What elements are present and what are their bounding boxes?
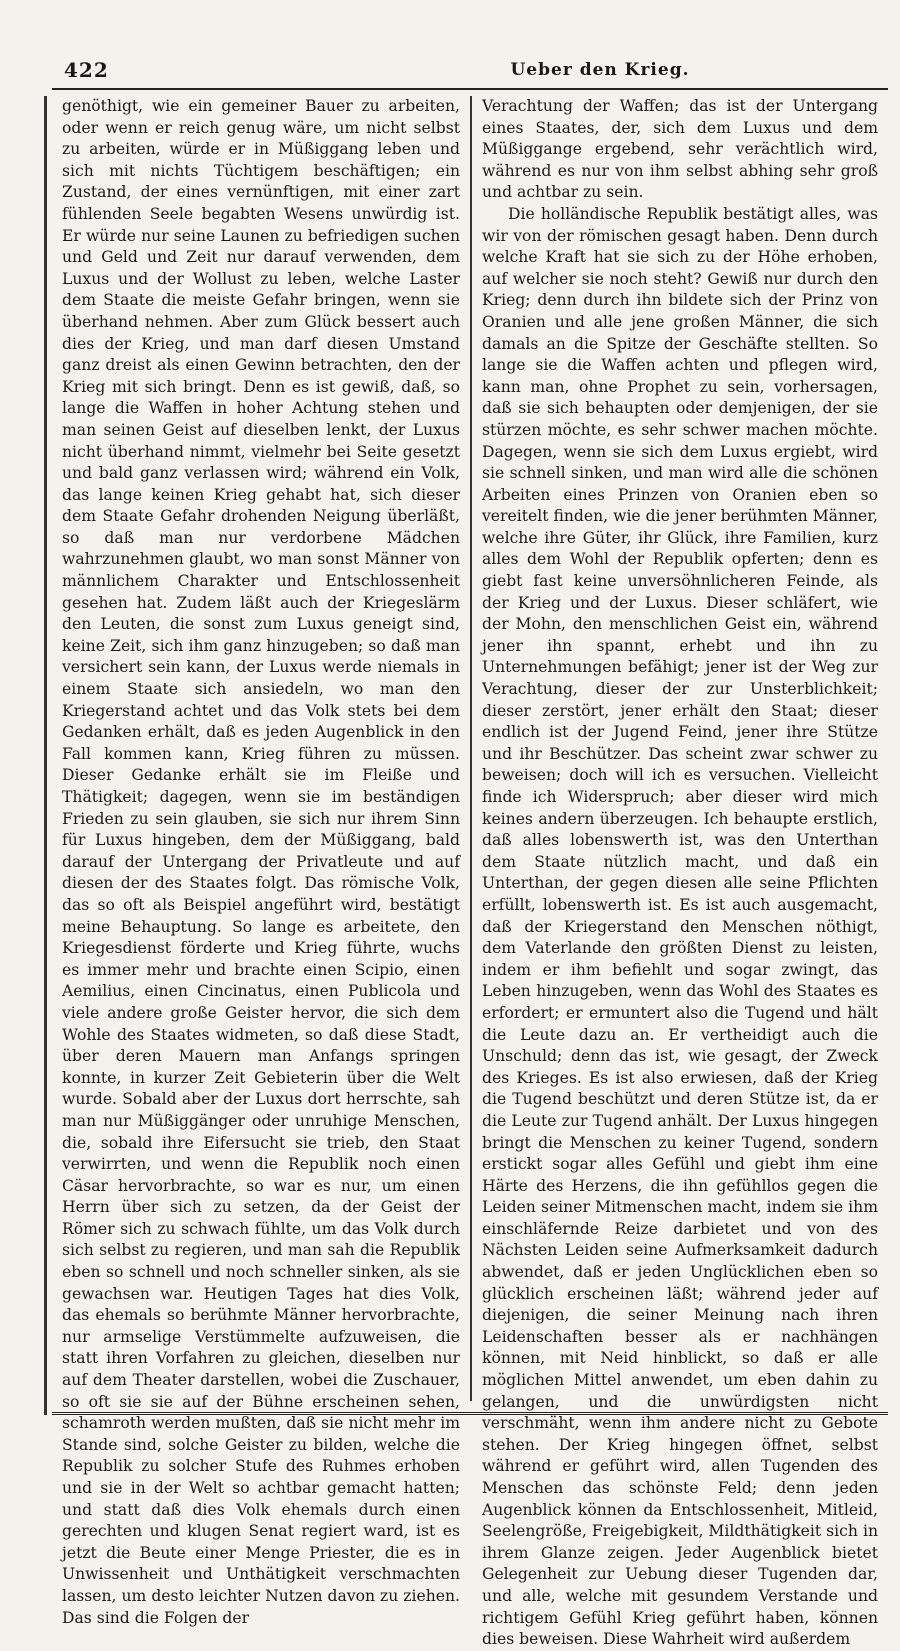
running-title: Ueber den Krieg. [510, 60, 690, 80]
page-number: 422 [64, 58, 109, 82]
footer-rule [52, 1412, 888, 1415]
left-paragraph-1: genöthigt, wie ein gemeiner Bauer zu arbeiten, oder wenn er reich genug wäre, um nicht selbst zu arbeiten, würde er in Müßiggang leben und sich mit nichts Tüchtigem beschäftigen; ein Zustand, der eines vernünftigen, mit einer zart fühlenden Seele begabten Wesens unwürdig ist. Er würde nur seine Launen zu befriedigen suchen und Geld und Zeit nur darauf verwenden, dem Luxus und der Wollust zu leben, welche Laster dem Staate die meiste Gefahr bringen, wenn sie überhand nehmen. Aber zum Glück bessert auch dies der Krieg, und man darf diesen Umstand ganz dreist als einen Gewinn betrachten, den der Krieg mit sich bringt. Denn es ist gewiß, daß, so lange die Waffen in hoher Achtung stehen und man seinen Geist auf dieselben lenkt, der Luxus nicht überhand nimmt, vielmehr bei Seite gesetzt und bald ganz verlassen wird; während ein Volk, das lange keinen Krieg gehabt hat, sich dieser dem Staate Gefahr drohenden Neigung überläßt, so daß man nur verdorbene Mädchen wahrzunehmen glaubt, wo man sonst Männer von männlichem Charakter und Entschlossenheit gesehen hat. Zudem läßt auch der Kriegeslärm den Leuten, die sonst zum Luxus geneigt sind, keine Zeit, sich ihm ganz hinzugeben; so daß man versichert sein kann, der Luxus werde niemals in einem Staate sich ansiedeln, wo man den Kriegerstand achtet und das Volk stets bei dem Gedanken erhält, daß es jeden Augenblick in den Fall kommen kann, Krieg führen zu müssen. Dieser Gedanke erhält sie im Fleiße und Thätigkeit; dagegen, wenn sie im beständigen Frieden zu sein glauben, sie sich nur ihrem Sinn für Luxus hingeben, dem der Müßiggang, bald darauf der Untergang der Privatleute und auf diesen der des Staates folgt. Das römische Volk, das so oft als Beispiel angeführt wird, bestätigt meine Behauptung. So lange es arbeitete, den Kriegesdienst förderte und Krieg führte, wuchs es immer mehr und brachte einen Scipio, einen Aemilius, einen Cincinatus, einen Publicola und viele andere große Geister hervor, die sich dem Wohle des Staates widmeten, so daß diese Stadt, über deren Mauern man Anfangs springen konnte, in kurzer Zeit Gebieterin über die Welt wurde. Sobald aber der Luxus dort herrschte, sah man nur Müßiggänger oder unruhige Menschen, die, sobald ihre Eifersucht sie trieb, den Staat verwirrten, und wenn die Republik noch einen Cäsar hervorbrachte, so war es nur, um einen Herrn über sich zu setzen, da der Geist der Römer sich zu schwach fühlte, um das Volk durch sich selbst zu regieren, und man sah die Republik eben so schnell und noch schneller sinken, als sie gewachsen war. Heutigen Tages hat dies Volk, das ehemals so berühmte Männer hervorbrachte, nur armselige Verstümmelte aufzuweisen, die statt ihren Vorfahren zu gleichen, dieselben nur auf dem Theater darstellen, wobei die Zuschauer, so oft sie sie auf der Bühne erscheinen sehen, schamroth werden mußten, daß sie nicht mehr im Stande sind, solche Geister zu bilden, welche die Republik zu solcher Stufe des Ruhmes erhoben und sie in der Welt so achtbar gemacht hatten; und statt daß dies Volk ehemals durch einen gerechten und klugen Senat regiert ward, ist es jetzt die Beute einer Menge Priester, die es in Unwissenheit und Unthätigkeit verschmachten lassen, um desto leichter Nutzen davon zu ziehen. Das sind die Folgen der [62, 97, 460, 1627]
right-column [470, 96, 888, 1649]
text-columns [52, 96, 888, 1649]
left-column [52, 96, 470, 1627]
right-paragraph-1: Verachtung der Waffen; das ist der Untergang eines Staates, der, sich dem Luxus und dem Müßiggange ergebend, sehr verächtlich wird, während es nur von ihm selbst abhing sehr groß und achtbar zu sein. [482, 97, 878, 202]
right-paragraph-2: Die holländische Republik bestätigt alles, was wir von der römischen gesagt haben. Denn durch welche Kraft hat sie sich zu der Höhe erhoben, auf welcher sie noch steht? Gewiß nur durch den Krieg; denn durch ihn bildete sich der Prinz von Oranien und alle jene großen Männer, die sich damals an die Spitze der Geschäfte stellten. So lange sie die Waffen achten und pflegen wird, kann man, ohne Prophet zu sein, vorhersagen, daß sie sich behaupten oder demjenigen, der sie stürzen möchte, es sehr schwer machen möchte. Dagegen, wenn sie sich dem Luxus ergiebt, wird sie schnell sinken, und man wird alle die schönen Arbeiten eines Prinzen von Oranien eben so vereitelt finden, wie die jener berühmten Männer, welche ihre Güter, ihr Glück, ihre Familien, kurz alles dem Wohl der Republik opferten; denn es giebt fast keine unversöhnlicheren Feinde, als der Krieg und der Luxus. Dieser schläfert, wie der Mohn, den menschlichen Geist ein, während jener ihn spannt, erhebt und ihn zu Unternehmungen befähigt; jener ist der Weg zur Verachtung, dieser der zur Unsterblichkeit; dieser zerstört, jener erhält den Staat; dieser endlich ist der Jugend Feind, jener ihre Stütze und ihr Beschützer. Das scheint zwar schwer zu beweisen; doch will ich es versuchen. Vielleicht finde ich Widerspruch; aber dieser wird mich keines andern überzeugen. Ich behaupte erstlich, daß alles lobenswerth ist, was den Unterthan dem Staate nützlich macht, und daß ein Unterthan, der gegen diesen alle seine Pflichten erfüllt, lobenswerth ist. Es ist auch ausgemacht, daß der Kriegerstand den Menschen nöthigt, dem Vaterlande den größten Dienst zu leisten, indem er ihm befiehlt und sogar zwingt, das Leben hinzugeben, wenn das Wohl des Staates es erfordert; er ermuntert also die Tugend und hält die Leute dazu an. Er vertheidigt auch die Unschuld; denn das ist, wie gesagt, der Zweck des Krieges. Es ist also erwiesen, daß der Krieg die Tugend beschützt und deren Stütze ist, da er die Leute zur Tugend anhält. Der Luxus hingegen bringt die Menschen zu keiner Tugend, sondern erstickt sogar alles Gefühl und giebt ihm eine Härte des Herzens, die ihn gefühllos gegen die Leiden seiner Mitmenschen macht, indem sie ihm einschläfernde Reize darbietet und von des Nächsten Leiden seine Aufmerksamkeit dadurch abwendet, daß er jeden Unglücklichen eben so glücklich erscheinen läßt; während jeder auf diejenigen, die seiner Meinung nach ihren Leidenschaften besser als er nachhängen können, mit Neid hinblickt, so daß er alle möglichen Mittel anwendet, um eben dahin zu gelangen, und die unwürdigsten nicht verschmäht, wenn ihm andere nicht zu Gebote stehen. Der Krieg hingegen öffnet, selbst während er geführt wird, allen Tugenden des Menschen das schönste Feld; denn jeden Augenblick können da Entschlossenheit, Mitleid, Seelengröße, Freigebigkeit, Mildthätigkeit sich in ihrem Glanze zeigen. Jeder Augenblick bietet Gelegenheit zur Uebung dieser Tugenden dar, und alle, welche mit gesundem Verstande und richtigem Gefühl Krieg geführt haben, können dies beweisen. Diese Wahrheit wird außerdem [482, 204, 878, 1649]
book-page [44, 40, 888, 1649]
page-header [52, 52, 888, 90]
page-edge-rule [44, 96, 47, 1415]
